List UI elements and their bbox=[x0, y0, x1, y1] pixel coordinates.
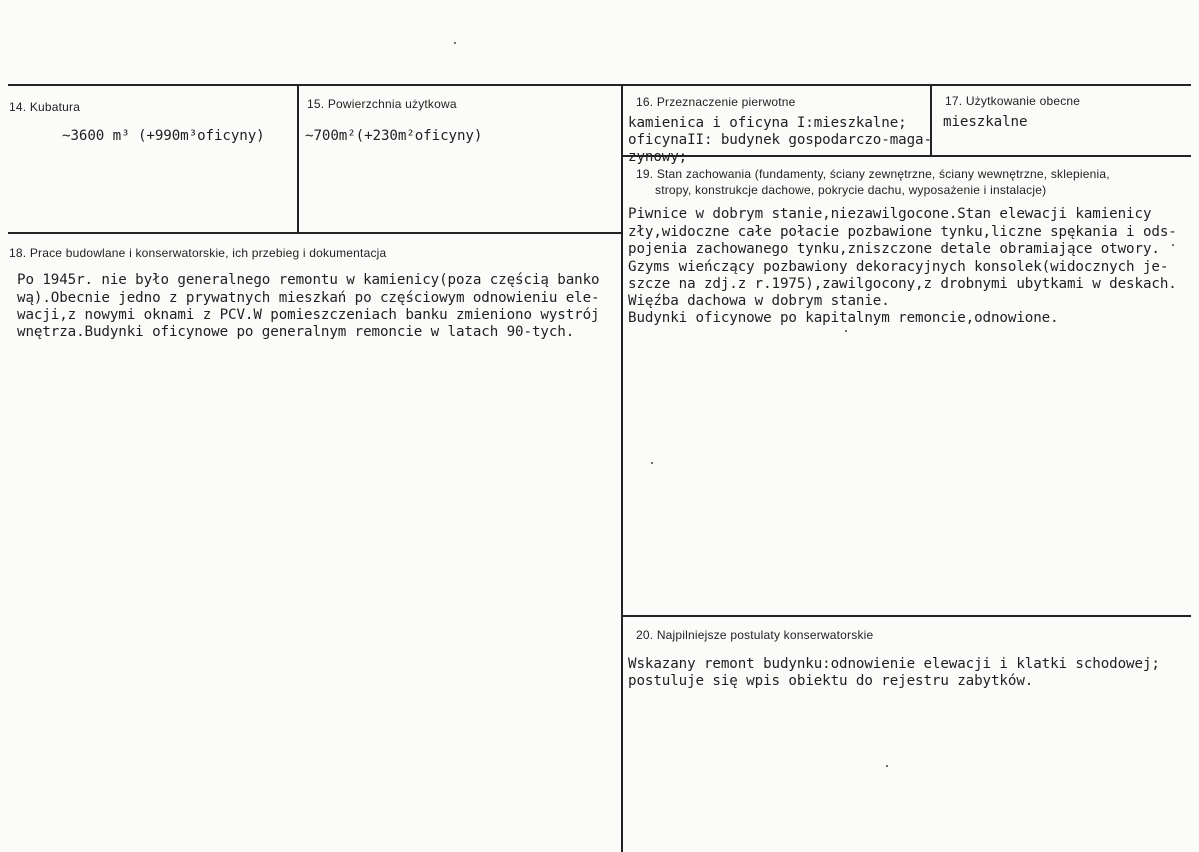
scan-speck bbox=[1172, 244, 1174, 246]
field-18-line-2: wą).Obecnie jedno z prywatnych mieszkań po częściowym odnowieniu ele- bbox=[17, 290, 600, 306]
field-19-line-1: Piwnice w dobrym stanie,niezawilgocone.Stan elewacji kamienicy bbox=[628, 206, 1152, 222]
field-16-line-2: oficynaII: budynek gospodarczo-maga- bbox=[628, 132, 932, 148]
field-20-line-2: postuluje się wpis obiektu do rejestru zabytków. bbox=[628, 673, 1034, 689]
field-14-label: 14. Kubatura bbox=[9, 100, 81, 114]
rule-under-16-17 bbox=[623, 155, 1191, 157]
scan-speck bbox=[454, 42, 456, 44]
field-15-value: ~700m²(+230m²oficyny) bbox=[305, 128, 483, 144]
field-19-line-5: szcze na zdj.z r.1975),zawilgocony,z drobnymi ubytkami w deskach. bbox=[628, 276, 1177, 292]
field-19-label-line-1: 19. Stan zachowania (fundamenty, ściany zewnętrzne, ściany wewnętrzne, sklepienia, bbox=[636, 167, 1110, 181]
field-15-label: 15. Powierzchnia użytkowa bbox=[307, 97, 457, 111]
field-16-label: 16. Przeznaczenie pierwotne bbox=[636, 95, 796, 109]
top-rule bbox=[8, 84, 1191, 86]
field-19-label-line-2: stropy, konstrukcje dachowe, pokrycie dachu, wyposażenie i instalacje) bbox=[655, 183, 1047, 197]
scan-speck bbox=[845, 330, 847, 332]
field-19-line-4: Gzyms wieńczący pozbawiony dekoracyjnych konsolek(widocznych je- bbox=[628, 259, 1169, 275]
rule-above-20 bbox=[623, 615, 1191, 617]
field-19-line-7: Budynki oficynowe po kapitalnym remoncie,odnowione. bbox=[628, 310, 1059, 326]
field-16-line-3: zynowy; bbox=[628, 149, 688, 165]
field-18-label: 18. Prace budowlane i konserwatorskie, ich przebieg i dokumentacja bbox=[9, 246, 387, 260]
field-19-line-6: Więźba dachowa w dobrym stanie. bbox=[628, 293, 890, 309]
scan-speck bbox=[651, 462, 653, 464]
field-18-line-1: Po 1945r. nie było generalnego remontu w kamienicy(poza częścią banko bbox=[17, 272, 600, 288]
scan-speck bbox=[886, 765, 888, 767]
field-17-label: 17. Użytkowanie obecne bbox=[945, 94, 1081, 108]
field-18-line-4: wnętrza.Budynki oficynowe po generalnym remoncie w latach 90-tych. bbox=[17, 324, 575, 340]
field-18-line-3: wacji,z nowymi oknami z PCV.W pomieszczeniach banku zmieniono wystrój bbox=[17, 307, 600, 323]
field-20-label: 20. Najpilniejsze postulaty konserwatorskie bbox=[636, 628, 874, 642]
field-19-line-3: pojenia zachowanego tynku,zniszczone detale obramiające otwory. bbox=[628, 241, 1160, 257]
field-19-line-2: zły,widoczne całe połacie pozbawione tynku,liczne spękania i ods- bbox=[628, 224, 1177, 240]
field-17-value: mieszkalne bbox=[943, 114, 1028, 130]
field-14-value: ~3600 m³ (+990m³oficyny) bbox=[62, 128, 265, 144]
rule-under-14-15 bbox=[8, 232, 623, 234]
field-20-line-1: Wskazany remont budynku:odnowienie elewacji i klatki schodowej; bbox=[628, 656, 1160, 672]
field-16-line-1: kamienica i oficyna I:mieszkalne; bbox=[628, 115, 907, 131]
center-divider bbox=[621, 85, 623, 852]
divider-14-15 bbox=[297, 85, 299, 233]
